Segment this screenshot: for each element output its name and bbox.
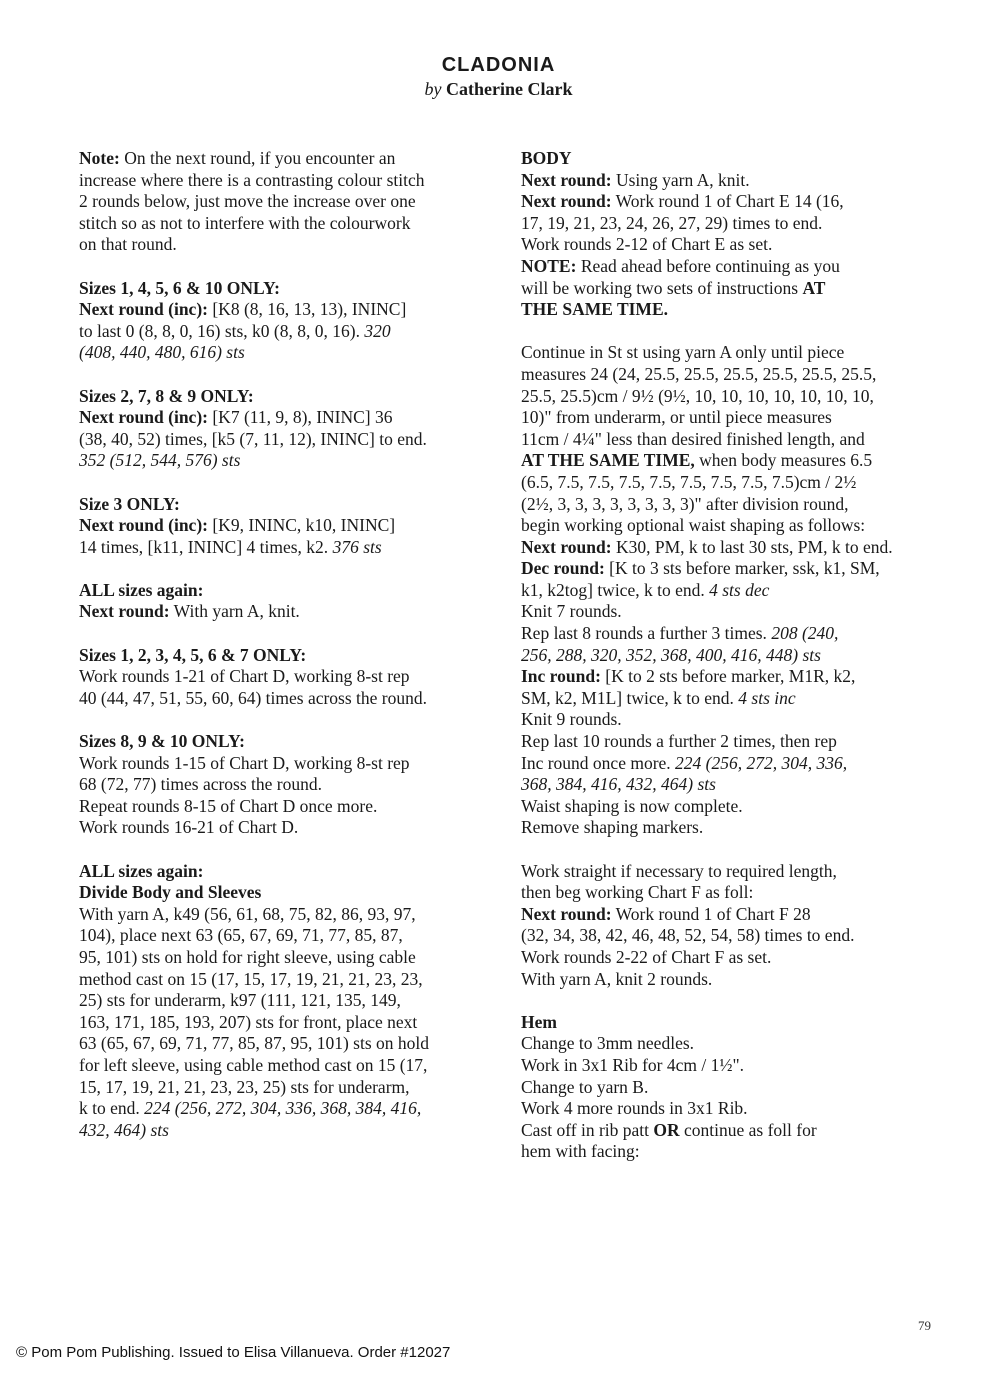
text-line	[79, 429, 499, 451]
text: Using yarn A, knit.	[611, 169, 750, 190]
left-column	[79, 148, 499, 1141]
text: Continue in St st using yarn A only until piece	[521, 342, 845, 363]
bold-text: Dec round:	[521, 558, 605, 579]
blank-line	[521, 990, 941, 1012]
text: (38, 40, 52) times, [k5 (7, 11, 12), ININC] to end.	[79, 428, 427, 449]
text-line	[521, 861, 941, 883]
text: Rep last 8 rounds a further 3 times.	[521, 623, 772, 644]
text-line	[521, 645, 941, 667]
text-line	[79, 386, 499, 408]
blank-line	[521, 321, 941, 343]
text-line	[79, 537, 499, 559]
text-line	[521, 450, 941, 472]
text-line	[79, 494, 499, 516]
blank-line	[79, 472, 499, 494]
text-line	[79, 170, 499, 192]
text-line	[521, 558, 941, 580]
text-line	[521, 709, 941, 731]
text: 14 times, [k11, ININC] 4 times, k2.	[79, 536, 333, 557]
text-line	[521, 925, 941, 947]
text-line	[79, 1098, 499, 1120]
text-line	[79, 817, 499, 839]
text-line	[521, 537, 941, 559]
text: [K to 3 sts before marker, ssk, k1, SM,	[604, 558, 880, 579]
text: 40 (44, 47, 51, 55, 60, 64) times across the round.	[79, 687, 428, 708]
text: increase where there is a contrasting colour stitch	[79, 169, 425, 190]
text: [K7 (11, 9, 8), ININC] 36	[207, 407, 393, 428]
text-line	[521, 947, 941, 969]
text: Work straight if necessary to required length,	[521, 860, 837, 881]
text-line	[521, 1012, 941, 1034]
text-line	[79, 990, 499, 1012]
text-line	[521, 1033, 941, 1055]
bold-text: ALL sizes again:	[79, 579, 204, 600]
text: [K9, ININC, k10, ININC]	[207, 515, 396, 536]
text-line	[79, 796, 499, 818]
text: to last 0 (8, 8, 0, 16) sts, k0 (8, 8, 0, 16).	[79, 320, 365, 341]
blank-line	[79, 709, 499, 731]
text-line	[79, 1120, 499, 1142]
blank-line	[79, 364, 499, 386]
text-line	[79, 515, 499, 537]
text-line	[521, 429, 941, 451]
text-line	[521, 904, 941, 926]
text: measures 24 (24, 25.5, 25.5, 25.5, 25.5, 25.5, 25.5,	[521, 363, 877, 384]
text-line	[79, 342, 499, 364]
text-line	[521, 1077, 941, 1099]
byline-prefix: by	[424, 79, 442, 99]
text-line	[79, 688, 499, 710]
text: Change to 3mm needles.	[521, 1033, 695, 1054]
italic-text: 256, 288, 320, 352, 368, 400, 416, 448) sts	[521, 644, 821, 665]
text-line	[79, 321, 499, 343]
text: 163, 171, 185, 193, 207) sts for front, place next	[79, 1011, 418, 1032]
text-line	[79, 1012, 499, 1034]
text: Read ahead before continuing as you	[576, 255, 840, 276]
text-line	[79, 882, 499, 904]
text: Change to yarn B.	[521, 1076, 649, 1097]
text-line	[79, 299, 499, 321]
italic-text: (408, 440, 480, 616) sts	[79, 342, 245, 363]
text: 68 (72, 77) times across the round.	[79, 774, 323, 795]
text-line	[521, 623, 941, 645]
bold-text: AT	[802, 277, 826, 298]
text: on that round.	[79, 234, 177, 255]
text-line	[79, 407, 499, 429]
text-line	[521, 148, 941, 170]
bold-text: Hem	[521, 1011, 557, 1032]
text: With yarn A, knit.	[169, 601, 300, 622]
text: Work 4 more rounds in 3x1 Rib.	[521, 1098, 748, 1119]
text: Remove shaping markers.	[521, 817, 704, 838]
text-line	[521, 731, 941, 753]
copyright-notice: © Pom Pom Publishing. Issued to Elisa Villanueva. Order #12027	[16, 1344, 451, 1361]
bold-text: OR	[653, 1119, 680, 1140]
bold-text: Size 3 ONLY:	[79, 493, 180, 514]
blank-line	[521, 839, 941, 861]
page-number: 79	[918, 1318, 931, 1333]
text-line	[521, 1055, 941, 1077]
text: 104), place next 63 (65, 67, 69, 71, 77, 85, 87,	[79, 925, 403, 946]
text: Knit 7 rounds.	[521, 601, 622, 622]
text-line	[521, 170, 941, 192]
text: method cast on 15 (17, 15, 17, 19, 21, 21, 23, 23,	[79, 968, 423, 989]
text-line	[521, 342, 941, 364]
text: 25.5, 25.5)cm / 9½ (9½, 10, 10, 10, 10, 10, 10, 10,	[521, 385, 874, 406]
text: Work round 1 of Chart E 14 (16,	[611, 191, 844, 212]
text-line	[79, 645, 499, 667]
text-line	[79, 1033, 499, 1055]
text-line	[521, 580, 941, 602]
text-line	[521, 515, 941, 537]
text: stitch so as not to interfere with the colourwork	[79, 212, 411, 233]
bold-text: Sizes 2, 7, 8 & 9 ONLY:	[79, 385, 254, 406]
text: (2½, 3, 3, 3, 3, 3, 3, 3, 3)" after division round,	[521, 493, 849, 514]
text-line	[521, 1120, 941, 1142]
text-line	[79, 148, 499, 170]
text: Work rounds 1-15 of Chart D, working 8-st rep	[79, 752, 410, 773]
text-line	[79, 861, 499, 883]
text-line	[521, 882, 941, 904]
text: 63 (65, 67, 69, 71, 77, 85, 87, 95, 101) sts on hold	[79, 1033, 429, 1054]
text-line	[521, 601, 941, 623]
text: when body measures 6.5	[694, 450, 873, 471]
bold-text: Next round:	[521, 191, 612, 212]
text-line	[521, 796, 941, 818]
text: [K to 2 sts before marker, M1R, k2,	[600, 666, 856, 687]
text: 17, 19, 21, 23, 24, 26, 27, 29) times to end.	[521, 212, 823, 233]
blank-line	[79, 839, 499, 861]
italic-text: 352 (512, 544, 576) sts	[79, 450, 241, 471]
text-line	[521, 969, 941, 991]
italic-text: 208 (240,	[771, 623, 839, 644]
blank-line	[79, 256, 499, 278]
bold-text: Next round (inc):	[79, 407, 208, 428]
text-line	[521, 774, 941, 796]
bold-text: NOTE:	[521, 255, 577, 276]
text-line	[79, 731, 499, 753]
bold-text: Next round (inc):	[79, 515, 208, 536]
text-line	[521, 299, 941, 321]
text: 25) sts for underarm, k97 (111, 121, 135, 149,	[79, 990, 401, 1011]
text-line	[521, 494, 941, 516]
text-line	[79, 213, 499, 235]
text: Work rounds 2-22 of Chart F as set.	[521, 946, 772, 967]
text-line	[521, 278, 941, 300]
text-line	[521, 1141, 941, 1163]
text-line	[521, 472, 941, 494]
text: Rep last 10 rounds a further 2 times, then rep	[521, 731, 837, 752]
text: With yarn A, knit 2 rounds.	[521, 968, 713, 989]
text: SM, k2, M1L] twice, k to end.	[521, 687, 739, 708]
right-column	[521, 148, 941, 1163]
text: for left sleeve, using cable method cast on 15 (17,	[79, 1054, 428, 1075]
text: Repeat rounds 8-15 of Chart D once more.	[79, 795, 378, 816]
text-line	[79, 666, 499, 688]
text: On the next round, if you encounter an	[119, 148, 396, 168]
italic-text: 320	[364, 320, 391, 341]
text-line	[79, 234, 499, 256]
text: Knit 9 rounds.	[521, 709, 622, 730]
text: k1, k2tog] twice, k to end.	[521, 579, 710, 600]
text: k to end.	[79, 1098, 145, 1119]
text: 10)" from underarm, or until piece measures	[521, 407, 832, 428]
text-line	[79, 450, 499, 472]
text-line	[521, 234, 941, 256]
text: then beg working Chart F as foll:	[521, 882, 754, 903]
bold-text: Next round:	[521, 536, 612, 557]
italic-text: 376 sts	[332, 536, 382, 557]
italic-text: 224 (256, 272, 304, 336,	[675, 752, 848, 773]
bold-text: ALL sizes again:	[79, 860, 204, 881]
text-line	[79, 774, 499, 796]
text-line	[521, 407, 941, 429]
text: Work rounds 16-21 of Chart D.	[79, 817, 299, 838]
text-line	[521, 191, 941, 213]
text-line	[79, 191, 499, 213]
text: Cast off in rib patt	[521, 1119, 654, 1140]
text-line	[521, 1098, 941, 1120]
text-line	[521, 256, 941, 278]
text-line	[79, 278, 499, 300]
text: begin working optional waist shaping as follows:	[521, 515, 866, 536]
byline	[0, 79, 997, 100]
bold-text: BODY	[521, 148, 572, 168]
text-line	[521, 213, 941, 235]
pattern-title: CLADONIA	[441, 54, 556, 76]
italic-text: 4 sts inc	[738, 687, 796, 708]
text-line	[521, 817, 941, 839]
text: 15, 17, 19, 21, 21, 23, 23, 25) sts for underarm,	[79, 1076, 410, 1097]
bold-text: Divide Body and Sleeves	[79, 882, 262, 903]
text: [K8 (8, 16, 13, 13), ININC]	[207, 299, 407, 320]
bold-text: THE SAME TIME.	[521, 299, 668, 320]
italic-text: 432, 464) sts	[79, 1119, 169, 1140]
text: (32, 34, 38, 42, 46, 48, 52, 54, 58) times to end.	[521, 925, 855, 946]
text-line	[79, 1077, 499, 1099]
text: Work rounds 1-21 of Chart D, working 8-st rep	[79, 666, 410, 687]
text: Waist shaping is now complete.	[521, 795, 743, 816]
bold-text: Sizes 1, 4, 5, 6 & 10 ONLY:	[79, 277, 280, 298]
text: Work rounds 2-12 of Chart E as set.	[521, 234, 773, 255]
bold-text: Next round:	[521, 903, 612, 924]
text: 95, 101) sts on hold for right sleeve, using cable	[79, 946, 416, 967]
text-line	[521, 364, 941, 386]
text: 2 rounds below, just move the increase over one	[79, 191, 416, 212]
text: K30, PM, k to last 30 sts, PM, k to end.	[611, 536, 893, 557]
text-line	[521, 386, 941, 408]
text-line	[79, 1055, 499, 1077]
text: hem with facing:	[521, 1141, 640, 1162]
bold-text: Inc round:	[521, 666, 601, 687]
italic-text: 4 sts dec	[709, 579, 770, 600]
text-line	[79, 947, 499, 969]
text-line	[79, 925, 499, 947]
text-line	[79, 904, 499, 926]
text: Work in 3x1 Rib for 4cm / 1½".	[521, 1054, 745, 1075]
text: Inc round once more.	[521, 752, 676, 773]
italic-text: 368, 384, 416, 432, 464) sts	[521, 774, 716, 795]
bold-text: Note:	[79, 148, 120, 168]
bold-text: AT THE SAME TIME,	[521, 450, 695, 471]
text-line	[521, 753, 941, 775]
text-line	[79, 753, 499, 775]
text: 11cm / 4¼" less than desired finished length, and	[521, 428, 865, 449]
bold-text: Next round (inc):	[79, 299, 208, 320]
bold-text: Next round:	[521, 169, 612, 190]
author-name: Catherine Clark	[446, 79, 573, 99]
text: will be working two sets of instructions	[521, 277, 803, 298]
text-line	[521, 688, 941, 710]
text-line	[521, 666, 941, 688]
bold-text: Sizes 1, 2, 3, 4, 5, 6 & 7 ONLY:	[79, 644, 307, 665]
text-line	[79, 580, 499, 602]
bold-text: Sizes 8, 9 & 10 ONLY:	[79, 731, 245, 752]
text-line	[79, 601, 499, 623]
blank-line	[79, 558, 499, 580]
italic-text: 224 (256, 272, 304, 336, 368, 384, 416,	[144, 1098, 422, 1119]
text-line	[79, 969, 499, 991]
text: With yarn A, k49 (56, 61, 68, 75, 82, 86, 93, 97,	[79, 903, 416, 924]
blank-line	[79, 623, 499, 645]
bold-text: Next round:	[79, 601, 170, 622]
text: Work round 1 of Chart F 28	[611, 903, 811, 924]
text: continue as foll for	[679, 1119, 817, 1140]
text: (6.5, 7.5, 7.5, 7.5, 7.5, 7.5, 7.5, 7.5, 7.5)cm / 2½	[521, 471, 857, 492]
